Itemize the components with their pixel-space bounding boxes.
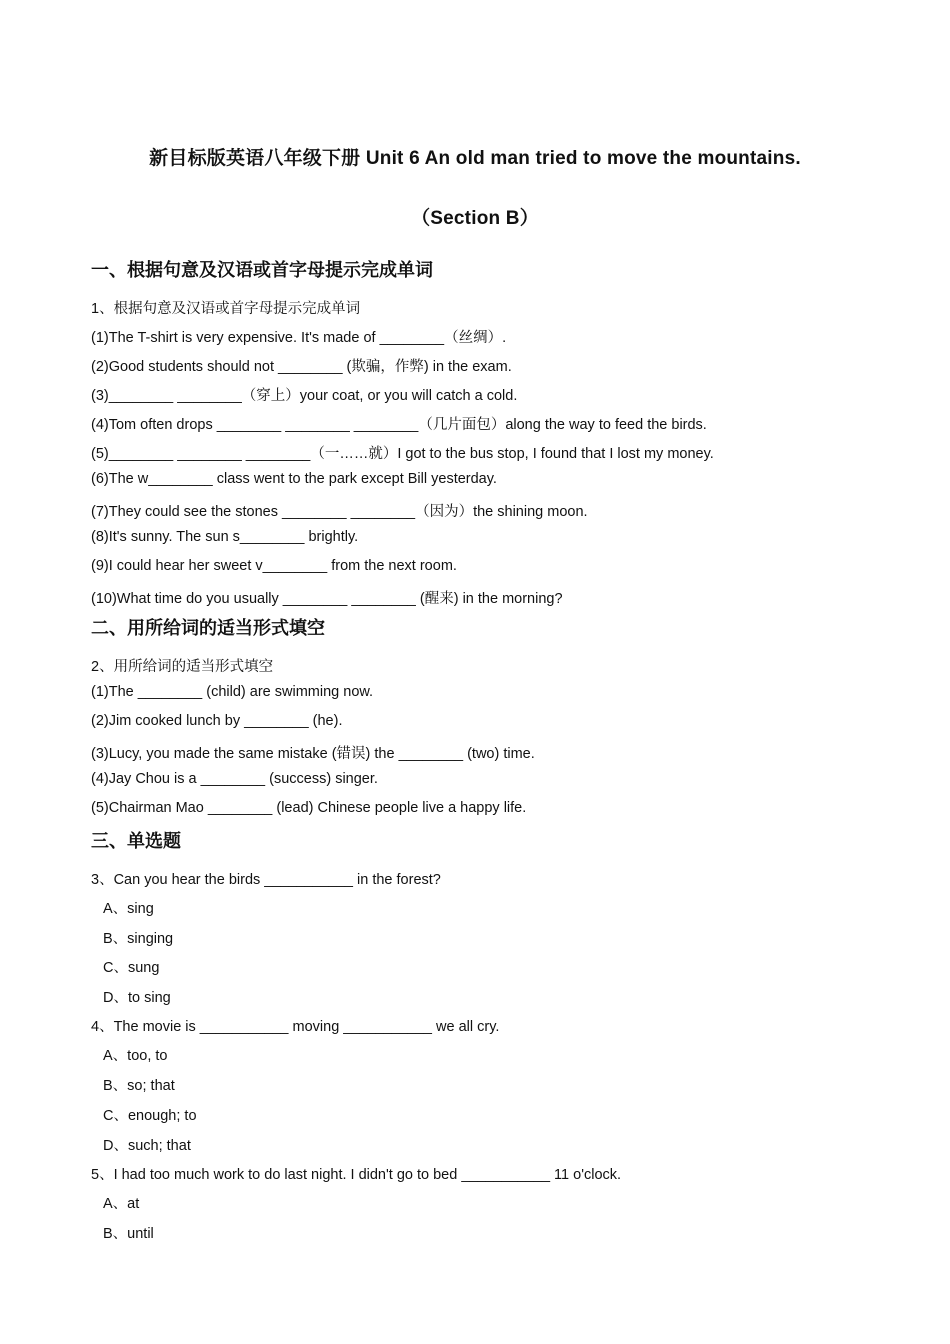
mc-question: 3、Can you hear the birds ___________ in the forest?	[91, 872, 441, 888]
question-item: (3)________ ________（穿上）your coat, or you will catch a cold.	[91, 388, 518, 404]
mc-option: D、to sing	[103, 990, 171, 1006]
question-item: (5)Chairman Mao ________ (lead) Chinese people live a happy life.	[91, 800, 527, 816]
section2-instruction: 2、用所给词的适当形式填空	[91, 659, 274, 675]
question-item: (9)I could hear her sweet v________ from the next room.	[91, 558, 457, 574]
mc-option: A、at	[103, 1196, 140, 1212]
question-item: (8)It's sunny. The sun s________ brightly.	[91, 529, 359, 545]
question-item: (10)What time do you usually ________ ________ (醒来) in the morning?	[91, 591, 563, 607]
section2-heading: 二、用所给词的适当形式填空	[91, 618, 325, 638]
mc-option: A、too, to	[103, 1048, 168, 1064]
question-item: (2)Jim cooked lunch by ________ (he).	[91, 713, 343, 729]
section1-heading: 一、根据句意及汉语或首字母提示完成单词	[91, 260, 433, 280]
mc-question: 5、I had too much work to do last night. I didn't go to bed ___________ 11 o'clock.	[91, 1167, 622, 1183]
question-item: (5)________ ________ ________（一……就）I got to the bus stop, I found that I lost my money.	[91, 446, 714, 462]
question-item: (4)Tom often drops ________ ________ ________（几片面包）along the way to feed the birds.	[91, 417, 707, 433]
question-item: (3)Lucy, you made the same mistake (错误) the ________ (two) time.	[91, 746, 535, 762]
mc-option: C、enough; to	[103, 1108, 197, 1124]
question-item: (1)The T-shirt is very expensive. It's made of ________（丝绸）.	[91, 330, 507, 346]
section1-instruction: 1、根据句意及汉语或首字母提示完成单词	[91, 301, 361, 317]
question-item: (7)They could see the stones ________ ________（因为）the shining moon.	[91, 504, 588, 520]
question-item: (4)Jay Chou is a ________ (success) singer.	[91, 771, 378, 787]
section3-heading: 三、单选题	[91, 831, 181, 851]
mc-option: B、singing	[103, 931, 174, 947]
question-item: (6)The w________ class went to the park except Bill yesterday.	[91, 471, 497, 487]
document-subtitle: （Section B）	[411, 208, 539, 229]
document-title: 新目标版英语八年级下册 Unit 6 An old man tried to move the mountains.	[149, 148, 801, 169]
question-item: (1)The ________ (child) are swimming now.	[91, 684, 374, 700]
mc-option: B、until	[103, 1226, 154, 1242]
mc-option: B、so; that	[103, 1078, 175, 1094]
mc-question: 4、The movie is ___________ moving ___________ we all cry.	[91, 1019, 500, 1035]
mc-option: D、such; that	[103, 1138, 191, 1154]
mc-option: C、sung	[103, 960, 160, 976]
mc-option: A、sing	[103, 901, 154, 917]
question-item: (2)Good students should not ________ (欺骗，作弊) in the exam.	[91, 359, 512, 375]
